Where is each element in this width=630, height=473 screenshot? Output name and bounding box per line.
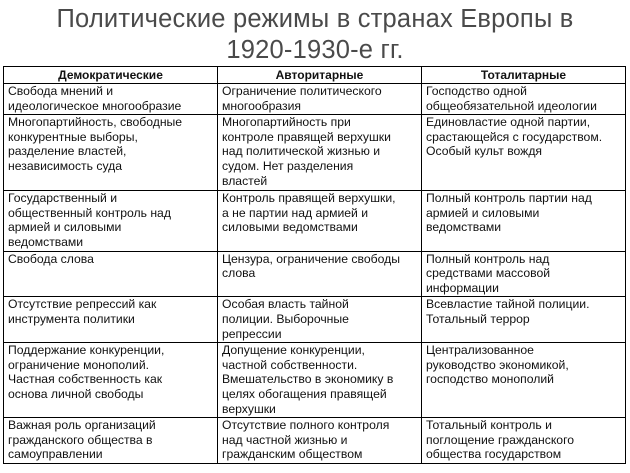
cell-authoritarian: Контроль правящей верхушки, а не партии над армией и силовыми ведомствами [218, 191, 422, 251]
cell-authoritarian: Особая власть тайной полиции. Выборочные репрессии [218, 297, 422, 343]
cell-totalitarian: Полный контроль партии над армией и силовыми ведомствами [422, 191, 626, 251]
cell-democratic: Государственный и общественный контроль над армией и силовыми ведомствами [4, 191, 218, 251]
cell-democratic: Поддержание конкуренции, ограничение монополий. Частная собственность как основа личной свободы [4, 343, 218, 418]
title-line-1: Политические режимы в странах Европы в [56, 5, 574, 33]
cell-authoritarian: Ограничение политического многообразия [218, 84, 422, 115]
title-line-2: 1920-1930-е гг. [226, 36, 404, 64]
table-row [4, 191, 626, 251]
cell-totalitarian: Централизованное руководство экономикой, господство монополий [422, 343, 626, 418]
table-row [4, 84, 626, 115]
header-authoritarian: Авторитарные [218, 67, 422, 84]
cell-authoritarian: Допущение конкуренции, частной собственности. Вмешательство в экономику в целях обогащения правящей верхушки [218, 343, 422, 418]
cell-democratic: Многопартийность, свободные конкурентные выборы, разделение властей, независимость суда [4, 115, 218, 191]
table-row [4, 343, 626, 418]
cell-democratic: Важная роль организаций гражданского общества в самоуправлении [4, 418, 218, 464]
table-row [4, 418, 626, 464]
header-democratic: Демократические [4, 67, 218, 84]
table-row [4, 115, 626, 191]
cell-totalitarian: Полный контроль над средствами массовой информации [422, 251, 626, 297]
cell-democratic: Свобода мнений и идеологическое многообразие [4, 84, 218, 115]
header-totalitarian: Тоталитарные [422, 67, 626, 84]
table-row [4, 251, 626, 297]
table-row [4, 297, 626, 343]
table-header-row [4, 67, 626, 84]
cell-democratic: Отсутствие репрессий как инструмента политики [4, 297, 218, 343]
cell-authoritarian: Цензура, ограничение свободы слова [218, 251, 422, 297]
cell-authoritarian: Отсутствие полного контроля над частной жизнью и гражданским обществом [218, 418, 422, 464]
cell-authoritarian: Многопартийность при контроле правящей верхушки над политической жизнью и судом. Нет разделения властей [218, 115, 422, 191]
cell-totalitarian: Всевластие тайной полиции. Тотальный террор [422, 297, 626, 343]
cell-totalitarian: Тотальный контроль и поглощение гражданского общества государством [422, 418, 626, 464]
regimes-table [3, 66, 626, 464]
cell-democratic: Свобода слова [4, 251, 218, 297]
page-title [0, 4, 630, 66]
cell-totalitarian: Господство одной общеобязательной идеологии [422, 84, 626, 115]
cell-totalitarian: Единовластие одной партии, срастающейся с государством. Особый культ вождя [422, 115, 626, 191]
